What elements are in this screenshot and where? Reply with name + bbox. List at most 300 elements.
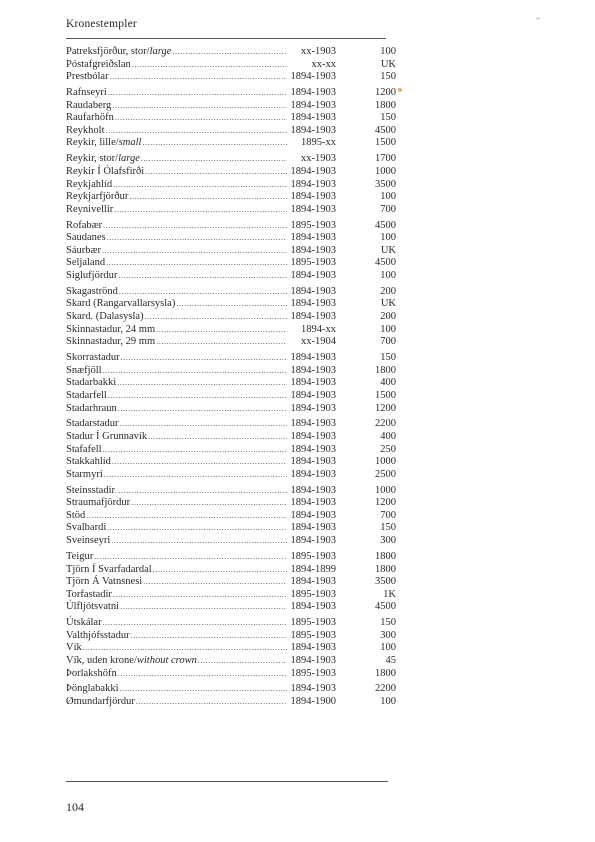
catalogue-value: 300 — [380, 629, 396, 641]
postmark-name-text: Teigur — [66, 550, 94, 562]
postmark-name-text: Rafnseyri — [66, 87, 107, 99]
list-item — [66, 232, 396, 245]
postmark-name-text: Úlfljótsvatni — [66, 601, 120, 613]
postmark-name-text: Saudanes — [66, 232, 106, 244]
list-item — [66, 46, 396, 59]
catalogue-value: 3500 — [375, 178, 396, 190]
dot-leader — [117, 377, 287, 390]
entry-group — [66, 87, 396, 150]
postmark-name — [66, 485, 115, 498]
usage-period: 1894-1903 — [290, 509, 336, 521]
catalogue-value: 150 — [380, 112, 396, 124]
catalogue-value: 700 — [380, 509, 396, 521]
catalogue-value: 1200 — [375, 402, 396, 414]
postmark-name-italic: without crown — [136, 654, 197, 666]
postmark-name-text: Rofabær — [66, 219, 103, 231]
postmark-name — [66, 220, 102, 233]
catalogue-value: 300 — [380, 535, 396, 547]
entry-group — [66, 683, 396, 708]
catalogue-value: 400 — [380, 431, 396, 442]
postmark-name-text: Vík, uden krone/ — [66, 654, 137, 666]
usage-period: 1894-1903 — [290, 443, 336, 455]
postmark-name-text: Reykholt — [66, 124, 105, 136]
usage-period: 1894-1903 — [290, 377, 336, 389]
catalogue-value: 1200 — [375, 87, 396, 99]
header-mark: ” — [536, 16, 540, 26]
usage-period: 1894-1903 — [290, 642, 336, 654]
postmark-name-text: Ømundarfjördur — [66, 696, 135, 708]
postmark-name — [66, 245, 101, 258]
list-item — [66, 444, 396, 457]
postmark-name — [66, 377, 116, 390]
dot-leader — [104, 469, 287, 482]
list-item — [66, 390, 396, 403]
list-item — [66, 324, 396, 337]
postmark-name — [66, 112, 114, 125]
list-item — [66, 245, 396, 258]
list-item — [66, 112, 396, 125]
postmark-name-text: Skard. (Dalasysla) — [66, 311, 144, 323]
list-item — [66, 352, 396, 365]
postmark-name-text: Skard (Rangarvallarsysla) — [66, 298, 176, 310]
postmark-name — [66, 204, 113, 217]
dot-leader — [106, 125, 288, 138]
dot-leader — [108, 87, 287, 100]
postmark-name-text: Reykjahlíd — [66, 178, 113, 190]
postmark-name — [66, 286, 118, 299]
dot-leader — [115, 112, 287, 125]
postmark-name — [66, 564, 152, 577]
entry-group — [66, 153, 396, 216]
postmark-name-text: Raudaberg — [66, 99, 112, 111]
usage-period: 1894-1903 — [290, 522, 336, 534]
postmark-name-text: Siglufjördur — [66, 269, 118, 281]
header-rule — [66, 38, 386, 39]
usage-period: 1895-1903 — [290, 667, 336, 679]
catalogue-value: 700 — [380, 203, 396, 215]
usage-period: 1895-1903 — [290, 257, 336, 269]
dot-leader — [107, 232, 287, 245]
catalogue-value: 1800 — [375, 563, 396, 575]
list-item — [66, 601, 396, 614]
catalogue-value: 4500 — [375, 124, 396, 136]
postmark-name-italic: large — [118, 153, 140, 165]
list-item — [66, 100, 396, 113]
usage-period: 1894-1903 — [290, 389, 336, 401]
list-item — [66, 153, 396, 166]
postmark-name — [66, 100, 111, 113]
dot-leader — [107, 522, 287, 535]
dot-leader — [131, 630, 287, 643]
entry-group — [66, 46, 396, 84]
postmark-name-text: Reykir Í Ólafsfirði — [66, 165, 145, 177]
usage-period: 1895-1903 — [290, 219, 336, 231]
usage-period: 1894-1903 — [290, 232, 336, 244]
catalogue-value: 150 — [380, 71, 396, 83]
dot-leader — [113, 179, 287, 192]
entry-group — [66, 485, 396, 548]
dot-leader — [143, 576, 287, 589]
dot-leader — [112, 456, 287, 469]
page-header-title: Kronestempler — [66, 18, 137, 30]
list-item — [66, 204, 396, 217]
postmark-name — [66, 630, 130, 643]
catalogue-value: 2200 — [375, 418, 396, 430]
postmark-name-text: Seljaland — [66, 257, 106, 269]
postmark-name-text: Svalbardi — [66, 522, 107, 534]
catalogue-value: 100 — [380, 642, 396, 654]
postmark-name-text: Reykir, lille/ — [66, 137, 119, 149]
postmark-name — [66, 390, 107, 403]
usage-period: 1894-1903 — [290, 352, 336, 364]
usage-period: 1894-1903 — [290, 576, 336, 588]
postmark-name-text: Vík — [66, 642, 82, 654]
dot-leader — [86, 510, 287, 523]
list-item — [66, 87, 396, 100]
catalogue-value: 100 — [380, 191, 396, 203]
postmark-name — [66, 551, 93, 564]
catalogue-value: 1200 — [375, 497, 396, 509]
postmark-name-italic: large — [149, 46, 172, 57]
postmark-name-text: Stadarfell — [66, 389, 107, 401]
catalogue-value: 1700 — [375, 153, 396, 165]
list-item — [66, 617, 396, 630]
list-item — [66, 683, 396, 696]
postmark-name-text: Skagaströnd — [66, 285, 118, 297]
catalogue-value: 1800 — [375, 550, 396, 562]
list-item — [66, 589, 396, 602]
postmark-name — [66, 522, 106, 535]
usage-period: 1894-1903 — [290, 87, 336, 99]
usage-period: 1894-1903 — [290, 402, 336, 414]
postmark-name — [66, 642, 82, 655]
list-item — [66, 485, 396, 498]
postmark-name — [66, 418, 119, 431]
catalogue-value: 700 — [380, 336, 396, 348]
catalogue-value: 250 — [380, 443, 396, 455]
entry-group — [66, 617, 396, 680]
usage-period: 1895-xx — [301, 137, 336, 149]
list-item — [66, 377, 396, 390]
list-item — [66, 166, 396, 179]
postmark-name — [66, 589, 112, 602]
dot-leader — [111, 535, 287, 548]
list-item — [66, 535, 396, 548]
usage-period: 1894-1903 — [290, 112, 336, 124]
postmark-name-text: Skorrastadur — [66, 352, 120, 364]
usage-period: 1894-1903 — [290, 178, 336, 190]
postmark-name — [66, 59, 131, 72]
dot-leader — [102, 245, 287, 258]
dot-leader — [136, 696, 287, 709]
postmark-name-text: Steinsstadir — [66, 484, 115, 496]
catalogue-value: 1800 — [375, 667, 396, 679]
postmark-name — [66, 324, 155, 337]
postmark-name — [66, 232, 106, 245]
usage-period: 1894-1903 — [290, 244, 336, 256]
postmark-name-text: Raufarhöfn — [66, 112, 114, 124]
catalogue-value: 400 — [380, 377, 396, 389]
dot-leader — [113, 589, 287, 602]
usage-period: xx-1903 — [301, 153, 336, 165]
entry-group — [66, 286, 396, 349]
entry-group — [66, 551, 396, 614]
postmark-name — [66, 431, 147, 444]
dot-leader — [131, 497, 287, 510]
postmark-listing — [66, 46, 396, 712]
postmark-name — [66, 270, 117, 283]
list-item — [66, 270, 396, 283]
postmark-name-text: Sáurbær — [66, 244, 101, 256]
catalogue-value: 2500 — [375, 468, 396, 480]
postmark-name — [66, 71, 109, 84]
usage-period: xx-1904 — [301, 336, 336, 348]
list-item — [66, 298, 396, 311]
list-item — [66, 257, 396, 270]
postmark-name-text: Tjörn Í Svarfadardal — [66, 563, 152, 575]
usage-period: 1894-1903 — [290, 124, 336, 136]
dot-leader — [83, 642, 287, 655]
usage-period: 1895-1903 — [290, 550, 336, 562]
usage-period: 1894-1903 — [290, 497, 336, 509]
postmark-name — [66, 298, 175, 311]
catalogue-value: 4500 — [375, 257, 396, 269]
postmark-name — [66, 456, 111, 469]
postmark-name-text: Þönglabakki — [66, 683, 119, 695]
dot-leader — [118, 668, 287, 681]
postmark-name-italic: small — [118, 137, 142, 149]
page-number: 104 — [66, 800, 84, 814]
catalogue-value: 200 — [380, 311, 396, 323]
catalogue-value: UK — [380, 58, 396, 70]
usage-period: 1894-1903 — [290, 601, 336, 613]
catalogue-value: UK — [380, 244, 396, 256]
list-item — [66, 125, 396, 138]
list-item — [66, 630, 396, 643]
postmark-name — [66, 601, 119, 614]
postmark-name — [66, 696, 135, 709]
usage-period: 1894-1903 — [290, 203, 336, 215]
usage-period: 1895-1903 — [290, 629, 336, 641]
postmark-name — [66, 179, 112, 192]
list-item — [66, 456, 396, 469]
postmark-name-text: Reykir, stor/ — [66, 153, 119, 165]
catalogue-value: 1500 — [375, 389, 396, 401]
list-item — [66, 522, 396, 535]
dot-leader — [119, 286, 287, 299]
postmark-name — [66, 576, 142, 589]
footer-rule — [66, 781, 388, 782]
usage-period: 1894-1903 — [290, 364, 336, 376]
postmark-name — [66, 311, 144, 324]
catalogue-value: 1000 — [375, 484, 396, 496]
postmark-name — [66, 336, 155, 349]
catalogue-value: 100 — [380, 232, 396, 244]
postmark-name — [66, 617, 102, 630]
list-item — [66, 71, 396, 84]
list-item — [66, 191, 396, 204]
catalogue-value: 1000 — [375, 456, 396, 468]
dot-leader — [156, 324, 287, 337]
catalogue-value: 150 — [380, 522, 396, 534]
postmark-name-text: Tjörn Á Vatnsnesi — [66, 576, 143, 588]
dot-leader — [176, 298, 287, 311]
postmark-name — [66, 683, 119, 696]
postmark-name-text: Reynivellir — [66, 203, 114, 215]
postmark-name — [66, 166, 144, 179]
list-item — [66, 418, 396, 431]
postmark-name — [66, 257, 105, 270]
entry-group — [66, 418, 396, 481]
postmark-name-text: Stöd — [66, 509, 86, 521]
postmark-name-text: Reykjarfjörður — [66, 191, 129, 203]
dot-leader — [148, 431, 287, 444]
catalogue-value: 1000 — [375, 165, 396, 177]
list-item — [66, 286, 396, 299]
catalogue-value: 45 — [385, 654, 396, 666]
list-item — [66, 469, 396, 482]
dot-leader — [103, 617, 287, 630]
dot-leader — [172, 46, 287, 59]
usage-period: 1894-1903 — [290, 191, 336, 203]
usage-period: 1894-1903 — [290, 285, 336, 297]
usage-period: xx-1903 — [301, 46, 336, 57]
usage-period: 1894-1903 — [290, 311, 336, 323]
dot-leader — [129, 191, 287, 204]
catalogue-value: 3500 — [375, 576, 396, 588]
usage-period: 1895-1903 — [290, 617, 336, 629]
dot-leader — [145, 311, 287, 324]
dot-leader — [120, 418, 288, 431]
list-item — [66, 497, 396, 510]
dot-leader — [103, 220, 287, 233]
dot-leader — [103, 365, 287, 378]
postmark-name-text: Valthjófsstadur — [66, 629, 130, 641]
postmark-name-text: Stadur Í Grunnavík — [66, 431, 148, 442]
usage-period: 1894-1903 — [290, 431, 336, 442]
list-item — [66, 431, 396, 444]
dot-leader — [116, 485, 287, 498]
usage-period: 1894-1900 — [290, 696, 336, 708]
dot-leader — [108, 390, 287, 403]
dot-leader — [120, 601, 287, 614]
dot-leader — [106, 257, 287, 270]
usage-period: 1894-1903 — [290, 165, 336, 177]
dot-leader — [141, 153, 287, 166]
catalogue-value: 150 — [380, 352, 396, 364]
catalogue-value: UK — [380, 298, 396, 310]
usage-period: 1894-1903 — [290, 99, 336, 111]
postmark-name-text: Skinnastadur, 24 mm — [66, 323, 156, 335]
postmark-name-text: Starmyri — [66, 468, 103, 480]
postmark-name-text: Patreksfjörður, stor/ — [66, 46, 150, 57]
dot-leader — [118, 270, 287, 283]
list-item — [66, 220, 396, 233]
usage-period: 1894-1903 — [290, 298, 336, 310]
usage-period: 1894-1903 — [290, 456, 336, 468]
list-item — [66, 403, 396, 416]
catalogue-value: 100 — [380, 696, 396, 708]
dot-leader — [145, 166, 287, 179]
postmark-name — [66, 668, 117, 681]
postmark-name — [66, 365, 102, 378]
postmark-name — [66, 352, 120, 365]
dot-leader — [114, 204, 287, 217]
dot-leader — [156, 336, 287, 349]
dot-leader — [112, 100, 287, 113]
postmark-name-text: Stadarstadur — [66, 418, 119, 430]
list-item — [66, 696, 396, 709]
dot-leader — [103, 444, 287, 457]
postmark-name — [66, 655, 197, 668]
postmark-name — [66, 191, 128, 204]
usage-period: 1894-1903 — [290, 269, 336, 281]
list-item — [66, 551, 396, 564]
catalogue-value: 1800 — [375, 99, 396, 111]
postmark-name-text: Skinnastadur, 29 mm — [66, 336, 156, 348]
catalogue-value: 100 — [380, 323, 396, 335]
usage-period: 1894-1903 — [290, 683, 336, 695]
postmark-name-text: Torfastadir — [66, 588, 112, 600]
catalogue-value: 1500 — [375, 137, 396, 149]
postmark-name — [66, 125, 105, 138]
list-item — [66, 179, 396, 192]
dot-leader — [120, 683, 288, 696]
postmark-name-text: Stakkahlíd — [66, 456, 111, 468]
postmark-name — [66, 444, 102, 457]
postmark-name-text: Straumafjördur — [66, 497, 131, 509]
postmark-name-text: Prestbólar — [66, 71, 109, 83]
postmark-name — [66, 87, 107, 100]
usage-period: xx-xx — [311, 58, 336, 70]
dot-leader — [121, 352, 287, 365]
postmark-name — [66, 153, 140, 166]
usage-period: 1894-1903 — [290, 654, 336, 666]
usage-period: 1894-1899 — [290, 563, 336, 575]
dot-leader — [142, 137, 287, 150]
catalogue-value: 1K — [383, 588, 396, 600]
postmark-name — [66, 535, 110, 548]
usage-period: 1894-1903 — [290, 71, 336, 83]
usage-period: 1895-1903 — [290, 588, 336, 600]
catalogue-value: 150 — [380, 617, 396, 629]
catalogue-value: 4500 — [375, 219, 396, 231]
dot-leader — [110, 71, 287, 84]
usage-period: 1894-1903 — [290, 535, 336, 547]
usage-period: 1894-1903 — [290, 484, 336, 496]
postmark-name — [66, 46, 171, 59]
postmark-name-text: Sveinseyri — [66, 535, 111, 547]
postmark-name-text: Póstafgreiðslan — [66, 58, 131, 70]
dot-leader — [198, 655, 287, 668]
postmark-name-text: Stadarhraun — [66, 402, 117, 414]
catalogue-value: 100 — [380, 46, 396, 57]
postmark-name-text: Stafafell — [66, 443, 102, 455]
postmark-name — [66, 510, 85, 523]
postmark-name — [66, 137, 141, 150]
dot-leader — [118, 403, 287, 416]
dot-leader — [94, 551, 287, 564]
list-item — [66, 668, 396, 681]
catalogue-value: 200 — [380, 285, 396, 297]
list-item — [66, 642, 396, 655]
dot-leader — [153, 564, 287, 577]
usage-period: 1894-1903 — [290, 418, 336, 430]
postmark-name-text: Útskálar — [66, 617, 102, 629]
postmark-name — [66, 403, 117, 416]
catalogue-value: 100 — [380, 269, 396, 281]
paper-speck — [398, 88, 402, 92]
